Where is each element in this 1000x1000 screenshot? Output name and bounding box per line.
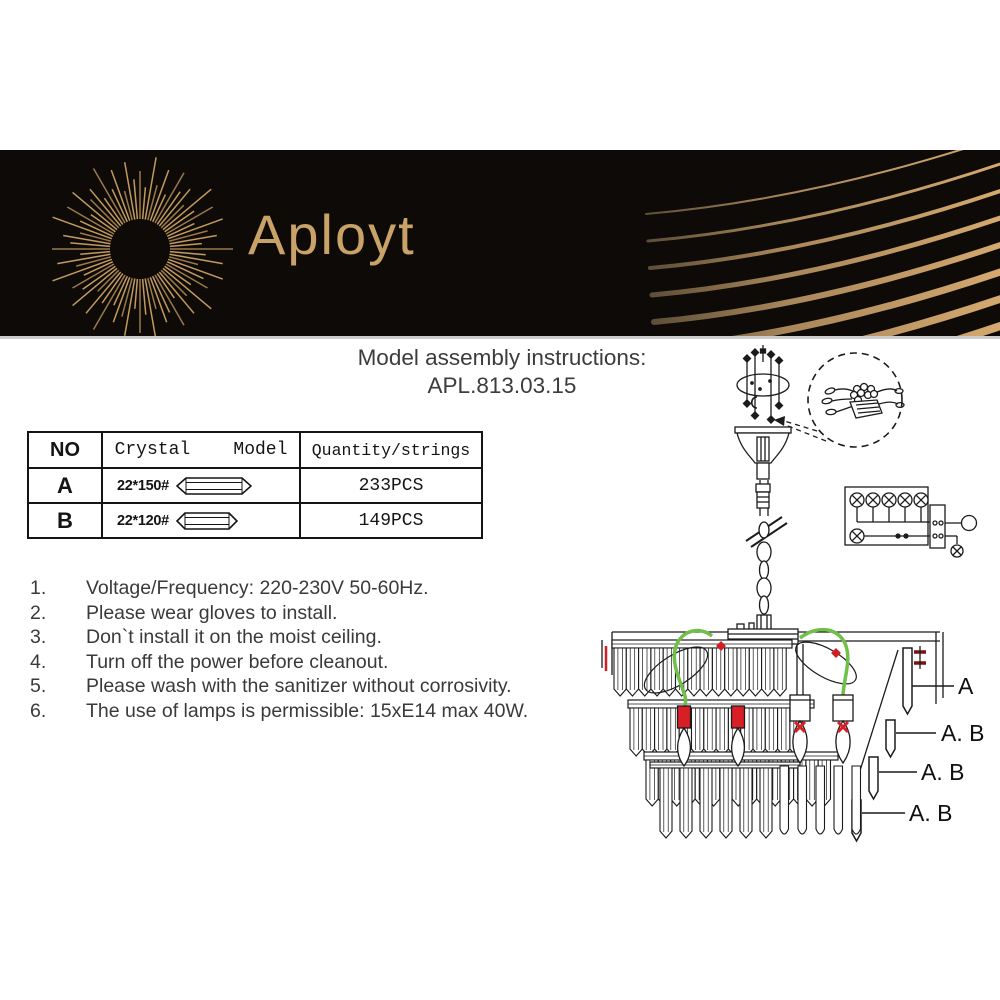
row-b-crystal — [103, 504, 301, 537]
col-header-quantity: Quantity/strings — [301, 433, 481, 469]
tier-label: A — [958, 673, 974, 699]
row-a-crystal — [103, 469, 301, 504]
chandelier-assembly-diagram — [585, 342, 1000, 870]
list-item — [30, 675, 630, 700]
item-text: Turn off the power before cleanout. — [86, 650, 389, 673]
crystal-prism-icon — [176, 512, 238, 530]
row-b-qty: 149PCS — [301, 504, 481, 537]
brand-name: Aployt — [248, 203, 416, 266]
item-number: 3. — [30, 626, 47, 649]
title-line1: Model assembly instructions: — [357, 345, 647, 370]
list-item — [30, 602, 630, 627]
col-header-no: NO — [29, 433, 103, 469]
parts-table — [27, 431, 483, 539]
arrowhead-icon — [774, 416, 785, 426]
tier-label: A. B — [941, 720, 985, 746]
sunburst-logo-icon — [45, 154, 235, 339]
item-number: 2. — [30, 601, 47, 624]
list-item — [30, 700, 630, 725]
item-number: 6. — [30, 699, 47, 722]
item-text: Don`t install it on the moist ceiling. — [86, 626, 382, 649]
row-a-no: A — [29, 469, 103, 504]
brand-banner — [0, 150, 1000, 339]
list-item — [30, 577, 630, 602]
model-number: APL.813.03.15 — [427, 373, 577, 398]
tier-label: A. B — [909, 800, 953, 826]
row-a-qty: 233PCS — [301, 469, 481, 504]
row-b-no: B — [29, 504, 103, 537]
row-a-size: 22*150# — [117, 477, 169, 494]
canopy-and-chain — [735, 427, 791, 631]
item-number: 1. — [30, 577, 47, 599]
item-number: 5. — [30, 675, 47, 698]
row-b-size: 22*120# — [117, 512, 169, 529]
list-item — [30, 651, 630, 676]
col-header-crystal-model: Crystal Model — [103, 433, 301, 469]
wire-connection-callout — [774, 353, 904, 447]
instruction-list — [30, 577, 630, 725]
item-text: Voltage/Frequency: 220-230V 50-60Hz. — [86, 577, 429, 599]
crystal-prism-icon — [176, 477, 252, 495]
tier-labels — [909, 673, 984, 826]
item-text: The use of lamps is permissible: 15xE14 max 40W. — [86, 699, 529, 722]
list-item — [30, 626, 630, 651]
gold-rays-decoration — [480, 150, 1000, 336]
wiring-diagram — [845, 487, 977, 557]
item-text: Please wash with the sanitizer without corrosivity. — [86, 675, 512, 698]
ceiling-plate — [737, 345, 789, 423]
tier-label: A. B — [921, 759, 965, 785]
item-number: 4. — [30, 650, 47, 673]
lamp-symbols — [850, 493, 928, 507]
item-text: Please wear gloves to install. — [86, 601, 338, 624]
